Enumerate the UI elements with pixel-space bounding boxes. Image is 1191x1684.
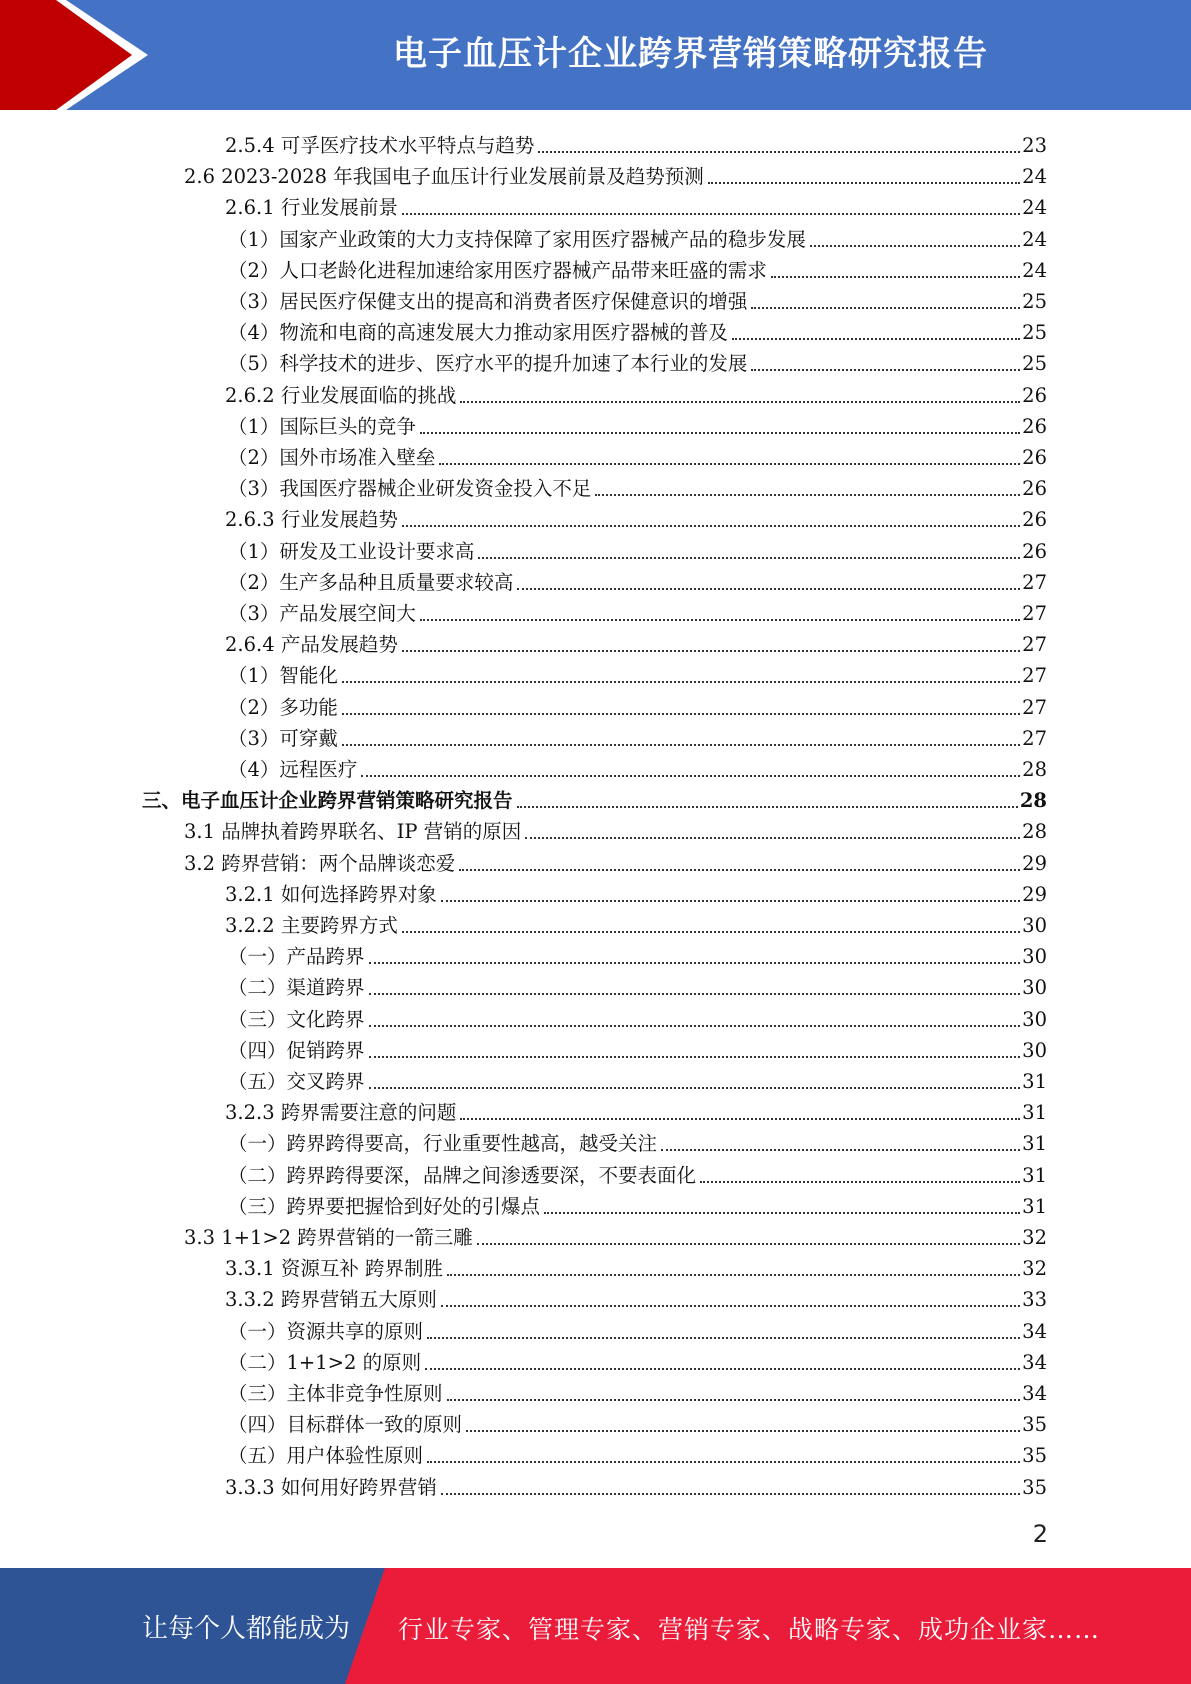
toc-entry-label: （3）产品发展空间大	[228, 602, 416, 625]
toc-entry-page: 24	[1022, 165, 1047, 189]
toc-entry-label: （2）生产多品种且质量要求较高	[228, 570, 514, 594]
page-number: 2	[1032, 1520, 1048, 1548]
toc-entry[interactable]	[228, 658, 1047, 689]
toc-entry-label: （五）用户体验性原则	[228, 1444, 424, 1468]
toc-entry-label: （5）科学技术的进步、医疗水平的提升加速了本行业的发展	[228, 352, 748, 376]
toc-entry[interactable]	[228, 596, 1047, 627]
toc-entry-page: 35	[1022, 1444, 1047, 1468]
toc-entry-page: 26	[1022, 539, 1047, 563]
toc-entry-label: 3.2.3 跨界需要注意的问题	[225, 1101, 457, 1125]
toc-entry[interactable]	[225, 1282, 1047, 1313]
toc-entry-page: 24	[1022, 227, 1047, 251]
toc-entry-page: 27	[1022, 695, 1047, 719]
toc-entry-label: （一）产品跨界	[228, 945, 365, 969]
toc-dot-leader	[460, 401, 1020, 403]
toc-entry-page: 30	[1022, 914, 1047, 937]
toc-dot-leader	[439, 463, 1020, 465]
toc-dot-leader	[661, 1149, 1020, 1151]
toc-entry-label: （1）国际巨头的竞争	[228, 414, 416, 438]
page-header	[0, 0, 1191, 110]
toc-entry-label: （三）主体非竞争性原则	[228, 1382, 443, 1405]
toc-dot-leader	[810, 245, 1020, 247]
toc-dot-leader	[708, 182, 1020, 184]
toc-entry-label: 3.3 1+1>2 跨界营销的一箭三雕	[184, 1226, 473, 1249]
toc-entry-page: 23	[1022, 134, 1047, 157]
toc-entry-page: 31	[1022, 1194, 1047, 1218]
toc-dot-leader	[732, 338, 1020, 340]
toc-entry-label: （3）可穿戴	[228, 726, 338, 750]
toc-entry[interactable]	[228, 284, 1047, 315]
toc-entry-label: （二）1+1>2 的原则	[228, 1350, 422, 1374]
toc-entry[interactable]	[228, 721, 1047, 752]
toc-entry-label: （三）跨界要把握恰到好处的引爆点	[228, 1194, 541, 1218]
toc-entry-page: 27	[1022, 570, 1047, 594]
toc-entry[interactable]	[225, 1251, 1047, 1282]
toc-dot-leader	[402, 650, 1020, 652]
toc-dot-leader	[538, 151, 1020, 153]
toc-entry-label: 三、电子血压计企业跨界营销策略研究报告	[142, 789, 513, 813]
toc-entry-label: 2.6.1 行业发展前景	[225, 196, 398, 220]
toc-entry[interactable]	[228, 1345, 1047, 1376]
toc-entry-label: （4）物流和电商的高速发展大力推动家用医疗器械的普及	[228, 321, 728, 345]
toc-entry[interactable]	[225, 1470, 1047, 1501]
toc-entry[interactable]	[184, 846, 1047, 877]
toc-dot-leader	[425, 1368, 1020, 1370]
toc-dot-leader	[441, 1493, 1020, 1495]
toc-entry-page: 32	[1022, 1226, 1047, 1249]
toc-entry-page: 34	[1022, 1350, 1047, 1374]
toc-dot-leader	[459, 869, 1020, 871]
toc-dot-leader	[420, 619, 1020, 621]
toc-entry-page: 26	[1022, 446, 1047, 469]
toc-entry[interactable]	[228, 315, 1047, 346]
toc-entry-page: 27	[1022, 726, 1047, 750]
toc-dot-leader	[342, 713, 1020, 715]
toc-entry-label: 2.6.2 行业发展面临的挑战	[225, 383, 457, 407]
toc-entry[interactable]	[228, 222, 1047, 253]
toc-entry-label: （2）多功能	[228, 695, 338, 719]
toc-entry-page: 29	[1022, 851, 1047, 875]
report-title: 电子血压计企业跨界营销策略研究报告	[393, 34, 988, 74]
toc-entry[interactable]	[228, 1314, 1047, 1345]
toc-dot-leader	[427, 1461, 1020, 1463]
toc-entry-label: （1）智能化	[228, 664, 338, 688]
toc-entry[interactable]	[228, 690, 1047, 721]
toc-entry[interactable]	[184, 1220, 1047, 1251]
toc-entry-page: 28	[1022, 758, 1047, 781]
toc-entry-page: 25	[1022, 321, 1047, 345]
toc-dot-leader	[369, 962, 1021, 964]
toc-entry-page: 31	[1022, 1070, 1047, 1093]
toc-entry[interactable]	[228, 440, 1047, 471]
toc-entry-page: 24	[1022, 196, 1047, 220]
toc-entry[interactable]	[228, 1033, 1047, 1064]
toc-entry-page: 26	[1022, 383, 1047, 407]
toc-entry-label: （四）目标群体一致的原则	[228, 1413, 463, 1437]
toc-entry-page: 29	[1022, 882, 1047, 906]
toc-entry[interactable]	[184, 159, 1047, 190]
toc-entry-page: 30	[1022, 976, 1047, 1000]
toc-entry[interactable]	[228, 1189, 1047, 1220]
toc-entry[interactable]	[225, 190, 1047, 221]
toc-dot-leader	[751, 307, 1020, 309]
toc-dot-leader	[369, 1025, 1021, 1027]
toc-entry[interactable]	[228, 752, 1047, 783]
toc-entry[interactable]	[225, 877, 1047, 908]
toc-entry[interactable]	[225, 908, 1047, 939]
toc-dot-leader	[525, 837, 1020, 839]
toc-entry-label: （一）跨界跨得要高，行业重要性越高，越受关注	[228, 1132, 658, 1156]
toc-dot-leader	[402, 213, 1020, 215]
toc-entry-label: （五）交叉跨界	[228, 1070, 365, 1093]
toc-entry-page: 27	[1022, 633, 1047, 657]
toc-entry-label: （4）远程医疗	[228, 758, 358, 781]
toc-entry[interactable]	[225, 378, 1047, 409]
toc-entry-page: 32	[1022, 1257, 1047, 1281]
toc-dot-leader	[361, 775, 1020, 777]
toc-dot-leader	[369, 1087, 1021, 1089]
toc-entry[interactable]	[184, 814, 1047, 845]
toc-entry-page: 34	[1022, 1382, 1047, 1405]
page-footer	[0, 1568, 1191, 1684]
toc-entry-page: 31	[1022, 1163, 1047, 1187]
toc-entry-label: （一）资源共享的原则	[228, 1319, 424, 1343]
toc-entry-label: （1）研发及工业设计要求高	[228, 539, 475, 563]
toc-entry[interactable]	[228, 1158, 1047, 1189]
toc-entry[interactable]	[228, 1407, 1047, 1438]
toc-dot-leader	[441, 900, 1020, 902]
toc-dot-leader	[466, 1430, 1020, 1432]
toc-dot-leader	[369, 1056, 1021, 1058]
toc-dot-leader	[477, 1243, 1020, 1245]
footer-slogan-right: 行业专家、管理专家、营销专家、战略专家、成功企业家……	[398, 1615, 1101, 1644]
toc-entry-page: 26	[1022, 477, 1047, 501]
toc-entry-label: 3.2.1 如何选择跨界对象	[225, 882, 437, 906]
toc-entry-page: 26	[1022, 414, 1047, 438]
toc-entry-label: 2.6.4 产品发展趋势	[225, 633, 398, 657]
toc-dot-leader	[700, 1181, 1020, 1183]
toc-entry-label: 3.3.1 资源互补 跨界制胜	[225, 1257, 444, 1281]
toc-dot-leader	[420, 432, 1020, 434]
toc-dot-leader	[441, 1305, 1020, 1307]
toc-dot-leader	[447, 1274, 1020, 1276]
toc-dot-leader	[342, 744, 1020, 746]
toc-entry[interactable]	[228, 1126, 1047, 1157]
toc-entry[interactable]	[225, 128, 1047, 159]
toc-dot-leader	[544, 1212, 1020, 1214]
toc-entry[interactable]	[228, 534, 1047, 565]
toc-entry-label: （3）我国医疗器械企业研发资金投入不足	[228, 477, 592, 501]
toc-entry-page: 28	[1019, 789, 1047, 813]
toc-dot-leader	[771, 276, 1020, 278]
toc-dot-leader	[460, 1118, 1020, 1120]
toc-entry-page: 24	[1022, 258, 1047, 282]
toc-entry-page: 25	[1022, 352, 1047, 376]
toc-entry[interactable]	[228, 471, 1047, 502]
toc-entry[interactable]	[225, 627, 1047, 658]
toc-dot-leader	[517, 588, 1020, 590]
toc-dot-leader	[517, 806, 1018, 808]
toc-entry-label: 3.3.3 如何用好跨界营销	[225, 1475, 437, 1499]
toc-entry[interactable]	[142, 783, 1047, 814]
toc-entry-page: 25	[1022, 290, 1047, 313]
toc-entry-label: （二）渠道跨界	[228, 976, 365, 1000]
toc-entry-label: 2.6.3 行业发展趋势	[225, 508, 398, 532]
toc-dot-leader	[402, 931, 1020, 933]
toc-entry-page: 31	[1022, 1132, 1047, 1156]
footer-slogan-left: 让每个人都能成为	[142, 1614, 351, 1644]
toc-entry-label: 3.1 品牌执着跨界联名、IP 营销的原因	[184, 820, 522, 844]
toc-entry-label: （二）跨界跨得要深，品牌之间渗透要深，不要表面化	[228, 1163, 697, 1187]
toc-entry[interactable]	[228, 939, 1047, 970]
toc-entry-page: 33	[1022, 1288, 1047, 1312]
toc-entry-label: 3.3.2 跨界营销五大原则	[225, 1288, 437, 1312]
toc-entry-label: 2.6 2023-2028 年我国电子血压计行业发展前景及趋势预测	[184, 165, 704, 189]
toc-entry-page: 28	[1022, 820, 1047, 844]
toc-entry-label: （1）国家产业政策的大力支持保障了家用医疗器械产品的稳步发展	[228, 227, 806, 251]
toc-entry-page: 26	[1022, 508, 1047, 532]
toc-entry[interactable]	[228, 1438, 1047, 1469]
toc-dot-leader	[478, 557, 1020, 559]
toc-dot-leader	[342, 681, 1020, 683]
toc-entry-page: 27	[1022, 602, 1047, 625]
toc-entry-label: 3.2.2 主要跨界方式	[225, 914, 398, 937]
toc-entry-page: 30	[1022, 945, 1047, 969]
toc-entry-page: 34	[1022, 1319, 1047, 1343]
toc-entry[interactable]	[225, 1095, 1047, 1126]
toc-entry[interactable]	[228, 970, 1047, 1001]
toc-entry[interactable]	[228, 565, 1047, 596]
toc-dot-leader	[369, 993, 1021, 995]
toc-entry-label: （四）促销跨界	[228, 1038, 365, 1062]
toc-entry-label: （三）文化跨界	[228, 1007, 365, 1031]
toc-entry-label: 3.2 跨界营销：两个品牌谈恋爱	[184, 851, 456, 875]
toc-entry[interactable]	[228, 346, 1047, 377]
toc-entry[interactable]	[228, 409, 1047, 440]
toc-entry-page: 30	[1022, 1038, 1047, 1062]
toc-entry-label: 2.5.4 可孚医疗技术水平特点与趋势	[225, 134, 535, 157]
toc-entry[interactable]	[228, 1376, 1047, 1407]
toc-entry-page: 27	[1022, 664, 1047, 688]
toc-entry-label: （3）居民医疗保健支出的提高和消费者医疗保健意识的增强	[228, 290, 748, 313]
toc-entry-page: 35	[1022, 1413, 1047, 1437]
toc-dot-leader	[427, 1337, 1020, 1339]
toc-dot-leader	[595, 494, 1020, 496]
toc-entry-page: 35	[1022, 1475, 1047, 1499]
toc-entry-label: （2）国外市场准入壁垒	[228, 446, 436, 469]
toc-entry-label: （2）人口老龄化进程加速给家用医疗器械产品带来旺盛的需求	[228, 258, 767, 282]
toc-dot-leader	[402, 525, 1020, 527]
toc-dot-leader	[751, 369, 1020, 371]
toc-dot-leader	[447, 1399, 1021, 1401]
toc-entry[interactable]	[225, 502, 1047, 533]
toc-entry-page: 30	[1022, 1007, 1047, 1031]
toc-entry[interactable]	[228, 1002, 1047, 1033]
toc-entry[interactable]	[228, 253, 1047, 284]
toc-entry[interactable]	[228, 1064, 1047, 1095]
toc-entry-page: 31	[1022, 1101, 1047, 1125]
